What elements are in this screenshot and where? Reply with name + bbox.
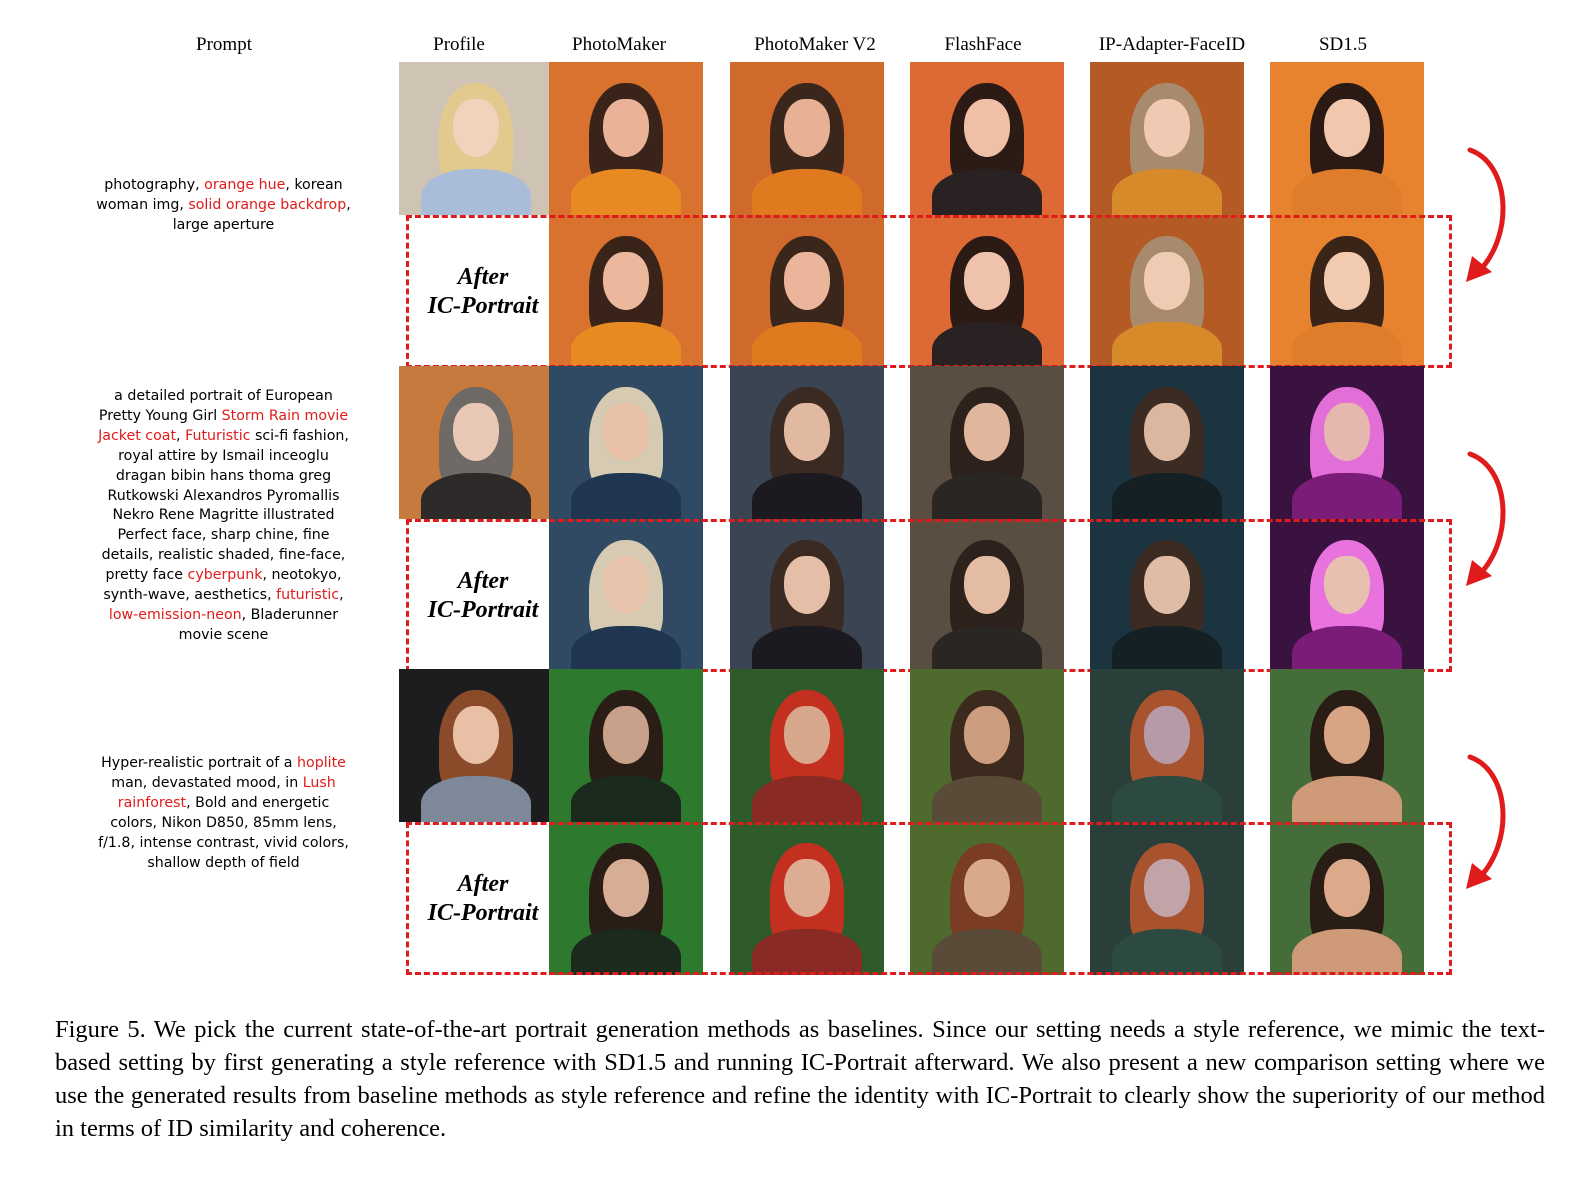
prompt-segment: a detailed portrait of European Pretty Young Girl	[98, 388, 333, 424]
after-label-line: After	[457, 263, 509, 290]
portrait-body	[932, 473, 1043, 519]
header-flashface: FlashFace	[944, 34, 1022, 55]
arrow-curve	[1470, 454, 1503, 574]
photomaker-image	[549, 669, 703, 822]
portrait-body	[752, 776, 863, 822]
portrait-body	[752, 473, 863, 519]
flashface-image	[910, 669, 1064, 822]
after-label-line: After	[457, 870, 509, 897]
profile-image	[399, 669, 553, 822]
portrait-body	[421, 169, 532, 215]
portrait-face	[964, 99, 1010, 157]
photomaker-image	[549, 62, 703, 215]
sd15-image	[1270, 669, 1424, 822]
portrait-face	[1324, 403, 1370, 461]
header-photomaker-v2: PhotoMaker V2	[754, 34, 876, 55]
photomaker-image	[549, 366, 703, 519]
portrait-face	[784, 403, 830, 461]
portrait-body	[1112, 473, 1223, 519]
curved-arrow-icon	[1462, 446, 1522, 596]
ip-adapter-faceid-image	[1090, 62, 1244, 215]
portrait-body	[571, 169, 682, 215]
portrait-body	[932, 776, 1043, 822]
photomaker-v2-image	[730, 669, 884, 822]
portrait-face	[964, 403, 1010, 461]
highlighted-keyword: futuristic	[276, 587, 340, 604]
portrait-body	[932, 169, 1043, 215]
curved-arrow-icon	[1462, 142, 1522, 292]
ip-adapter-faceid-image	[1090, 669, 1244, 822]
after-row-dashed-box	[406, 215, 1452, 368]
after-label-line: IC-Portrait	[427, 899, 539, 926]
portrait-face	[453, 99, 499, 157]
highlighted-keyword: orange hue	[204, 177, 286, 193]
highlighted-keyword: Storm Rain movie Jacket coat	[98, 407, 349, 444]
prompt-text-hoplite	[96, 754, 351, 873]
prompt-segment: man, devastated mood, in	[111, 774, 303, 791]
header-profile: Profile	[433, 34, 485, 55]
figure-caption: Figure 5. We pick the current state-of-the-art portrait generation methods as baselines. Since our setting needs a style reference, we mimic the text-based setting by first generating a style reference with SD1.5 and running IC-Portrait afterward. We also present a new comparison setting where we use the generated results from baseline methods as style reference and refine the identity with IC-Portrait to clearly show the superiority of our method in terms of ID similarity and coherence.	[55, 1016, 1545, 1142]
portrait-face	[1144, 99, 1190, 157]
highlighted-keyword: Lush rainforest	[117, 774, 336, 811]
portrait-body	[1112, 169, 1223, 215]
prompt-segment: ,	[176, 427, 186, 444]
prompt-segment: , large aperture	[172, 196, 351, 233]
header-photomaker: PhotoMaker	[572, 34, 666, 55]
prompt-segment: , Bladerunner movie scene	[178, 606, 339, 643]
header-prompt: Prompt	[196, 34, 252, 55]
highlighted-keyword: Futuristic	[185, 427, 251, 444]
prompt-segment: sci-fi fashion, royal attire by Ismail inceoglu dragan bibin hans thoma greg Rutkowski Alexandros Pyromallis Nekro Rene Magritte illustrated Perfect face, sharp chine, fine details, realistic shaded, fine-face, pretty face	[101, 427, 349, 584]
portrait-face	[453, 403, 499, 461]
portrait-body	[1112, 776, 1223, 822]
prompt-segment: , neotokyo, synth-wave, aesthetics,	[103, 567, 342, 604]
curved-arrow-icon	[1462, 749, 1522, 899]
portrait-body	[1292, 776, 1403, 822]
flashface-image	[910, 366, 1064, 519]
prompt-segment: ,	[339, 587, 344, 604]
highlighted-keyword: solid orange backdrop	[188, 196, 347, 213]
prompt-segment: , Bold and energetic colors, Nikon D850, 85mm lens, f/1.8, intense contrast, vivid colors, shallow depth of field	[98, 794, 349, 871]
after-label-line: After	[457, 567, 509, 594]
portrait-face	[784, 99, 830, 157]
prompt-segment: , korean woman img,	[96, 177, 343, 213]
portrait-face	[1324, 99, 1370, 157]
after-row-dashed-box	[406, 519, 1452, 672]
prompt-text-cyberpunk	[96, 387, 351, 646]
sd15-image	[1270, 366, 1424, 519]
profile-image	[399, 62, 553, 215]
arrow-curve	[1470, 757, 1503, 877]
portrait-face	[603, 706, 649, 764]
profile-image	[399, 366, 553, 519]
arrow-curve	[1470, 150, 1503, 270]
prompt-text-orange	[96, 176, 351, 236]
header-ip-adapter-faceid: IP-Adapter-FaceID	[1098, 34, 1246, 55]
portrait-face	[603, 99, 649, 157]
portrait-body	[421, 776, 532, 822]
portrait-body	[571, 473, 682, 519]
after-row-dashed-box	[406, 822, 1452, 975]
portrait-body	[421, 473, 532, 519]
photomaker-v2-image	[730, 366, 884, 519]
portrait-face	[453, 706, 499, 764]
portrait-face	[1144, 403, 1190, 461]
portrait-body	[1292, 169, 1403, 215]
header-sd15: SD1.5	[1318, 34, 1368, 55]
portrait-face	[1324, 706, 1370, 764]
after-label-line: IC-Portrait	[427, 292, 539, 319]
portrait-face	[784, 706, 830, 764]
portrait-body	[752, 169, 863, 215]
photomaker-v2-image	[730, 62, 884, 215]
portrait-face	[1144, 706, 1190, 764]
prompt-segment: Hyper-realistic portrait of a	[101, 755, 298, 771]
highlighted-keyword: cyberpunk	[187, 567, 263, 584]
portrait-face	[603, 403, 649, 461]
highlighted-keyword: low-emission-neon	[108, 606, 242, 623]
portrait-body	[1292, 473, 1403, 519]
after-label-line: IC-Portrait	[427, 596, 539, 623]
flashface-image	[910, 62, 1064, 215]
ip-adapter-faceid-image	[1090, 366, 1244, 519]
highlighted-keyword: hoplite	[297, 755, 346, 771]
portrait-face	[964, 706, 1010, 764]
portrait-body	[571, 776, 682, 822]
prompt-segment: photography,	[104, 177, 205, 193]
sd15-image	[1270, 62, 1424, 215]
